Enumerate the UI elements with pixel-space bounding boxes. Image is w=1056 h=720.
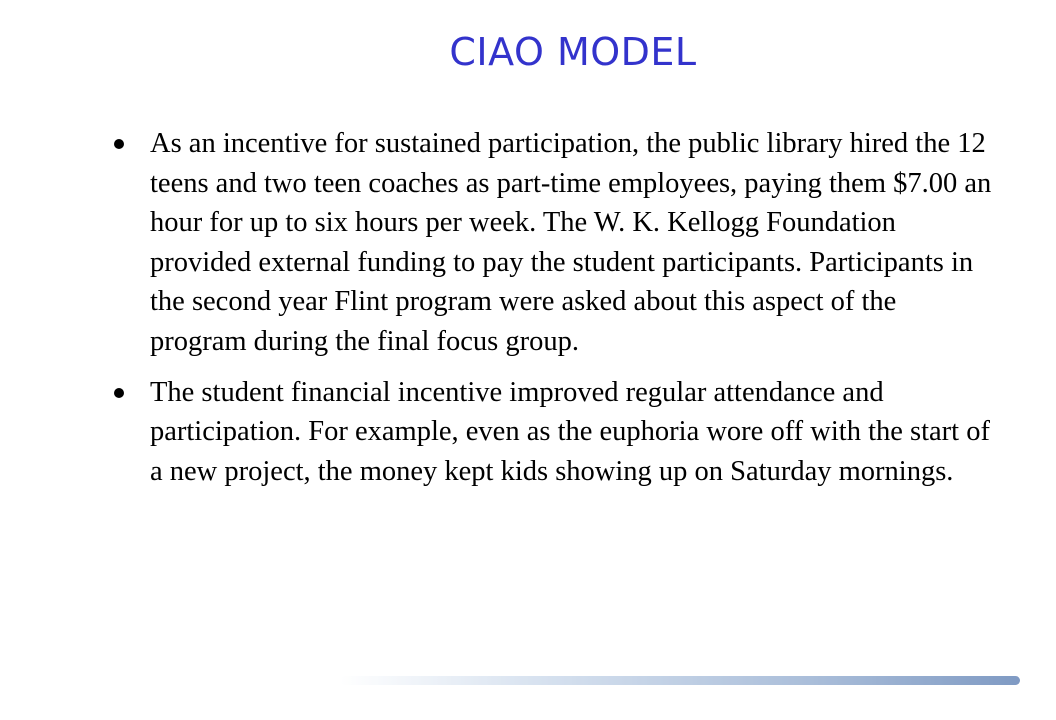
bullet-dot-icon	[114, 388, 124, 398]
bullet-dot-icon	[114, 139, 124, 149]
bullet-list	[114, 124, 994, 502]
slide-title: CIAO MODEL	[449, 30, 697, 74]
bullet-text: The student financial incentive improved regular attendance and participation. For example, even as the euphoria wore off with the start of a new project, the money kept kids showing up on Saturday mornings.	[150, 376, 990, 487]
footer-decorative-bar	[340, 676, 1020, 685]
bullet-text: As an incentive for sustained participation, the public library hired the 12 teens and two teen coaches as part-time employees, paying them $7.00 an hour for up to six hours per week. The W. K. Kellogg Foundation provided external funding to pay the student participants. Participants in the second year Flint program were asked about this aspect of the program during the final focus group.	[150, 128, 992, 357]
bullet-item	[114, 124, 994, 362]
bullet-item	[114, 373, 994, 492]
